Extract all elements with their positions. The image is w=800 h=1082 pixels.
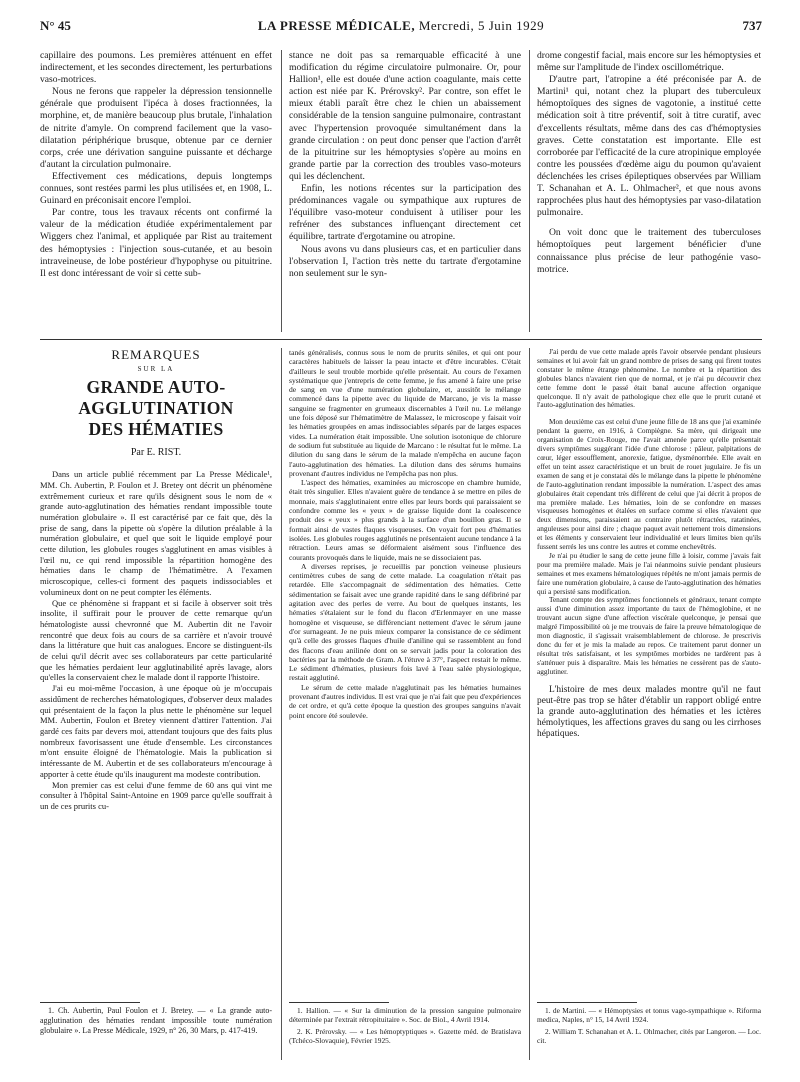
paragraph: stance ne doit pas sa remarquable efficacité à une modification du régime circulatoire pulmonaire. Or, pour Hallion¹, elle est douée d'une action coagulante, mais cette action est niée par K. Prérovsky². Par contre, son effet le mieux établi paraît être chez le chien un abaissement considérable de la tension sanguine pulmonaire, contrastant avec l'hypertension provoquée simultanément dans la grande circulation : on peut donc penser que l'action d'arrêt de la pituitrine sur les hémoptysies s'opère au moins en grande partie par la correction des troubles vaso-moteurs qui les déclenchent. [289,50,521,182]
footnote: 1. de Martini. — « Hémoptysies et tonus vago-sympathique ». Riforma medica, Naples, n° 15, 14 Avril 1924. [537,1006,761,1025]
paragraph: capillaire des poumons. Les premières atténuent en effet indirectement, et les secondes directement, les perturbations vaso-motrices. [40,50,272,86]
column-rule [281,50,282,332]
footnotes-column-1 [40,1006,272,1038]
running-title [40,18,762,34]
paragraph: J'ai eu moi-même l'occasion, à une époque où je m'occupais assidûment de recherches hématologiques, d'observer deux malades qui présentaient de la façon la plus nette le phénomène sur lequel MM. Aubertin, Foulon et Bretey viennent d'attirer l'attention. J'ai gardé ces faits par devers moi, attendant toujours que des faits plus nombreux favorisassent une étude d'ensemble. Les circonstances m'ont ensuite éloigné de l'hématologie. Mais la publication si intéressante de M. Aubertin et de ses collaborateurs m'encourage à apporter à cette étude qu'ils inaugurent ma modeste contribution. [40,683,272,779]
paragraph: Mon deuxième cas est celui d'une jeune fille de 18 ans que j'ai examinée pendant la guerre, en 1916, à Compiègne. Sa mère, qui dirigeait une organisation de Croix-Rouge, me l'avait amenée parce qu'elle présentait divers symptômes suggérant l'idée d'une chlorose : pâleur, palpitations de cœur, léger essoufflement, anorexie, fatigue, dysménorrhée. Elle avait en effet un teint assez caractéristique et un bruit de rouet jugulaire. Je fis un examen de sang et je constatai dès le mélange dans la pipette le phénomène de l'auto-agglutination rendant impossible la numération. L'aspect des amas globulaires était cependant très différent de celui que j'ai décrit à propos de ma première malade. Les hématies, loin de se confondre en masses visqueuses homogènes et étalées en surface comme si elles n'avaient que deux dimensions, paraissaient au contraire plutôt rétractées, ratatinées, anguleuses pour ainsi dire ; chaque paquet avait nettement trois dimensions et les éléments y conservaient leur individualité et leurs limites bien qu'ils fussent serrés les uns contre les autres et comme enchevêtrés. [537,417,761,552]
paragraph: Que ce phénomène si frappant et si facile à observer soit très insolite, il suffirait pour le prouver de cette remarque qu'un hématologiste aussi chevronné que M. Aubertin dit ne l'avoir rencontré que deux fois au cours de sa carrière et n'avoir trouvé dans la littérature que huit cas analogues. Encore se distinguent-ils de celui qu'il décrit avec ses collaborateurs par cette particularité que les hématies perdaient leur agglutinabilité après lavage, alors qu'elles la conservaient chez le malade dont il rapporte l'histoire. [40,597,272,683]
footnote: 1. Hallion. — « Sur la diminution de la pression sanguine pulmonaire déterminée par l'extrait rétropituitaire ». Soc. de Biol., 4 Avril 1914. [289,1006,521,1025]
footnote-rule [537,1002,637,1003]
paragraph: Nous ne ferons que rappeler la dépression tensionnelle générale que produisent l'ipéca à doses fractionnées, la morphine, et, de manière beaucoup plus brutale, l'inhalation de nitrite d'amyle. On comprend facilement que la vaso-dilatation périphérique brusque, obtenue par ce dernier corps, crée une dérivation sanguine puissante et décharge d'autant la circulation pulmonaire. [40,86,272,170]
paragraph: Mon premier cas est celui d'une femme de 60 ans qui vint me consulter à l'hôpital Saint-Antoine en 1909 parce qu'elle souffrait à un de ces prurits cu- [40,779,272,811]
article-title: GRANDE AUTO-AGGLUTINATION DES HÉMATIES [78,377,234,440]
paragraph: Dans un article publié récemment par La Presse Médicale¹, MM. Ch. Aubertin, P. Foulon et J. Bretey ont décrit un phénomène extrêmement curieux et rare qu'ils désignent sous le nom de « grande auto-agglutination des hématies rendant impossible toute numération globulaire ». Il est caractérisé par ce fait que, dès la prise de sang, dans la pipette où s'opère la dilution préalable à la numération globulaire, et quel que soit le liquide employé pour cette dilution, les globules rouges s'agglutinent en amas visibles à l'œil nu, ce qui rend impossible la répartition homogène des hématies dans le champ de l'hématimètre. A l'examen microscopique, celles-ci forment des paquets indissociables et volumineux dont on ne peut compter les éléments. [40,469,272,597]
article-kicker-sub: SUR LA [137,364,175,373]
paragraph: L'aspect des hématies, examinées au microscope en chambre humide, était très singulier. Elles n'avaient guère de tendance à se mettre en piles de monnaie, mais s'agglutinaient entre elles par leurs bords qui paraissaient se confondre comme les « yeux » de graisse liquide dont la coalescence produit des « yeux » plus grands à la surface d'un bouillon gras. Il se formait ainsi de vastes flaques visqueuses. On voyait fort peu d'hématies isolées. Les globules rouges agglutinés ne présentaient aucune tendance à la rétraction. Leurs amas se déformaient aisément sous l'influence des courants provoqués dans le liquide, mais ne se dissociaient pas. [289,478,521,562]
paragraph: Par contre, tous les travaux récents ont confirmé la valeur de la médication étudiée expérimentalement par Wiggers chez l'animal, et appliquée par Rist au traitement des hémoptysies : l'injection sous-cutanée, et au besoin intraveineuse, de lobe postérieur d'hypophyse ou pituitrine. Il est donc intéressant de voir si cette sub- [40,207,272,279]
footnotes-column-2 [289,1006,521,1047]
paragraph: Le sérum de cette malade n'agglutinait pas les hématies humaines provenant d'autres individus. Il est vrai que je n'ai fait que peu d'expériences de cet ordre, et qu'à cette époque la question des groupes sanguins n'avait point encore été soulevée. [289,682,521,720]
footnote: 1. Ch. Aubertin, Paul Foulon et J. Bretey. — « La grande auto-agglutination des hématies rendant impossible toute numération globulaire ». La Presse Médicale, 1929, n° 26, 30 Mars, p. 417-419. [40,1006,272,1035]
top-column-2 [289,50,521,280]
top-column-1 [40,50,272,280]
page-number: 737 [742,18,762,33]
issue-date: Mercredi, 5 Juin 1929 [418,18,545,33]
article-author: Par E. RIST. [130,447,182,459]
issue-number: N° 45 [40,18,71,33]
page-header [40,18,762,36]
section-divider [40,339,762,340]
footnote: 2. William T. Schanahan et A. L. Ohlmacher, cités par Langeron. — Loc. cit. [537,1026,761,1045]
paragraph: Tenant compte des symptômes fonctionnels et généraux, tenant compte aussi d'une diminution assez importante du taux de l'hémoglobine, et ne trouvant aucun signe d'une affection viscérale quelconque, je pensai que malgré l'impossibilité où je me trouvais de faire la preuve hématologique de mon diagnostic, il s'agissait vraisemblablement de chlorose. Je prescrivis donc du fer et je mis la malade au repos. Ce traitement parut donner un résultat très satisfaisant, et les symptômes morbides ne tardèrent pas à s'atténuer puis à disparaître. Mais les hématies ne cessèrent pas de s'auto-agglutiner. [537,595,761,676]
paragraph: tanés généralisés, connus sous le nom de prurits séniles, et qui ont pour caractères habituels de laisser la peau intacte et d'être incurables. C'était d'ailleurs le seul trouble morbide qu'elle présentait. Au cours de l'examen systématique que j'entrepris de cette femme, je fus amené à faire une prise de sang en vue d'une numération globulaire, et, aussitôt le mélange commencé dans la pipette avec du liquide de Marcano, je vis la masse sanguine se fragmenter en grumeaux discernables à l'œil nu. Le mélange une fois déposé sur l'hématimètre de Malassez, le microscope y faisait voir les hématies groupées en amas indissociables séparés par de larges espaces vides. La numération était impossible. Une solution isotonique de chlorure de sodium fut substituée au liquide de Marcano : le résultat fut le même. La dilution du sang dans le sérum de la malade n'empêcha en aucune façon l'auto-agglutination des hématies. La dilution dans des sérums humains provenant d'autres individus ne l'empêcha pas non plus. [289,348,521,478]
paragraph: Nous avons vu dans plusieurs cas, et en particulier dans l'observation I, l'action très nette du tartrate d'ergotamine non seulement sur le syn- [289,243,521,279]
article-column-2 [289,348,521,720]
paragraph: Effectivement ces médications, depuis longtemps connues, sont restées parmi les plus utilisées et, en 1908, L. Guinard en préconisait encore l'emploi. [40,170,272,207]
article-column-1 [40,348,272,812]
article-kicker: REMARQUES [111,347,201,362]
journal-name: LA PRESSE MÉDICALE, [257,18,416,33]
paragraph: Enfin, les notions récentes sur la participation des prédominances vagale ou sympathique aux ruptures de l'équilibre vaso-moteur conduisent à utiliser pour les refréner des substances influençant directement cet équilibre, tartrate d'ergotamine ou atropine. [289,183,521,243]
paragraph: drome congestif facial, mais encore sur les hémoptysies et même sur l'amplitude de l'index oscillométrique. [537,50,761,74]
paragraph: J'ai perdu de vue cette malade après l'avoir observée pendant plusieurs semaines et lui avoir fait un grand nombre de prises de sang qui firent toutes constater le même étrange phénomène. Le nombre et la répartition des globules blancs n'avaient rien que de normal, et je n'ai pu découvrir chez cette femme dont le passé était banal aucune affection organique quelconque. Il n'y avait de pathologique chez elle que le prurit cutané et l'auto-agglutination des hématies. [537,347,761,410]
footnote-rule [40,1002,140,1003]
paragraph: Je n'ai pu étudier le sang de cette jeune fille à loisir, comme j'avais fait pour ma première malade. Mais je l'ai néanmoins suivie pendant plusieurs semaines et mes examens hématologiques répétés ne m'ont jamais permis de faire une numération globulaire, à cause de l'auto-agglutination des hématies qui a persisté sans modification. [537,550,761,596]
column-rule [281,348,282,1060]
paragraph: A diverses reprises, je recueillis par ponction veineuse plusieurs centimètres cubes de sang de cette malade. La coagulation n'était pas retardée. Elle s'accompagnait de sédimentation des hématies. Cette sédimentation se faisait avec une grande rapidité dans le sang défibriné par agitation avec des perles de verre. Au bout de quelques instants, les hématies s'étalaient sur le fond du flacon d'Erlenmayer en une masse homogène et visqueuse, se différenciant nettement d'avec le sérum jaune d'or surnageant. Je ne puis mieux comparer la consistance de ce sédiment qu'à celle des grosses flaques d'huile d'aniline qui se rassemblent au fond des flacons d'eau anilinée dont on se servait jadis pour la coloration des bactéries par la méthode de Gram. A l'étuve à 37°, l'aspect restait le même. Le sédiment d'hématies, plusieurs fois lavé à l'eau salée physiologique, restait agglutiné. [289,561,521,683]
footnote: 2. K. Prérovsky. — « Les hémoptyptiques ». Gazette méd. de Bratislava (Tchéco-Slovaquie), Février 1925. [289,1026,521,1045]
paragraph: On voit donc que le traitement des tuberculoses hémoptoïques peut largement bénéficier d'une connaissance plus précise de leur pathogénie vaso-motrice. [537,227,761,275]
column-rule [529,50,530,332]
footnotes-column-3 [537,1006,761,1047]
column-rule [529,348,530,1060]
paragraph: D'autre part, l'atropine a été préconisée par A. de Martini¹ qui, notant chez la plupart des tuberculeux hémoptoïques des signes de vagotonie, a institué cette médication soit à titre préventif, soit à titre curatif, avec d'excellents résultats, même dans des cas d'hémoptysies graves. Cette constatation est importante. Elle est corroborée par l'efficacité de la cure atropinique employée contre les poussées d'œdème aigu du poumon qu'avaient déclenchées les crises épileptiques observées par William T. Schanahan et A. L. Ohlmacher², et que nous avons rapprochées plus haut des hémoptysies par vaso-dilatation pulmonaire. [537,74,761,219]
paragraph: L'histoire de mes deux malades montre qu'il ne faut peut-être pas trop se hâter d'établir un rapport obligé entre la grande auto-agglutination des hématies et les ictères hémolytiques, les affections graves du sang ou les cirrhoses hépatiques. [537,684,761,740]
top-column-3 [537,50,761,276]
article-column-3 [537,348,761,741]
article-title-block [40,347,272,459]
footnote-rule [289,1002,389,1003]
